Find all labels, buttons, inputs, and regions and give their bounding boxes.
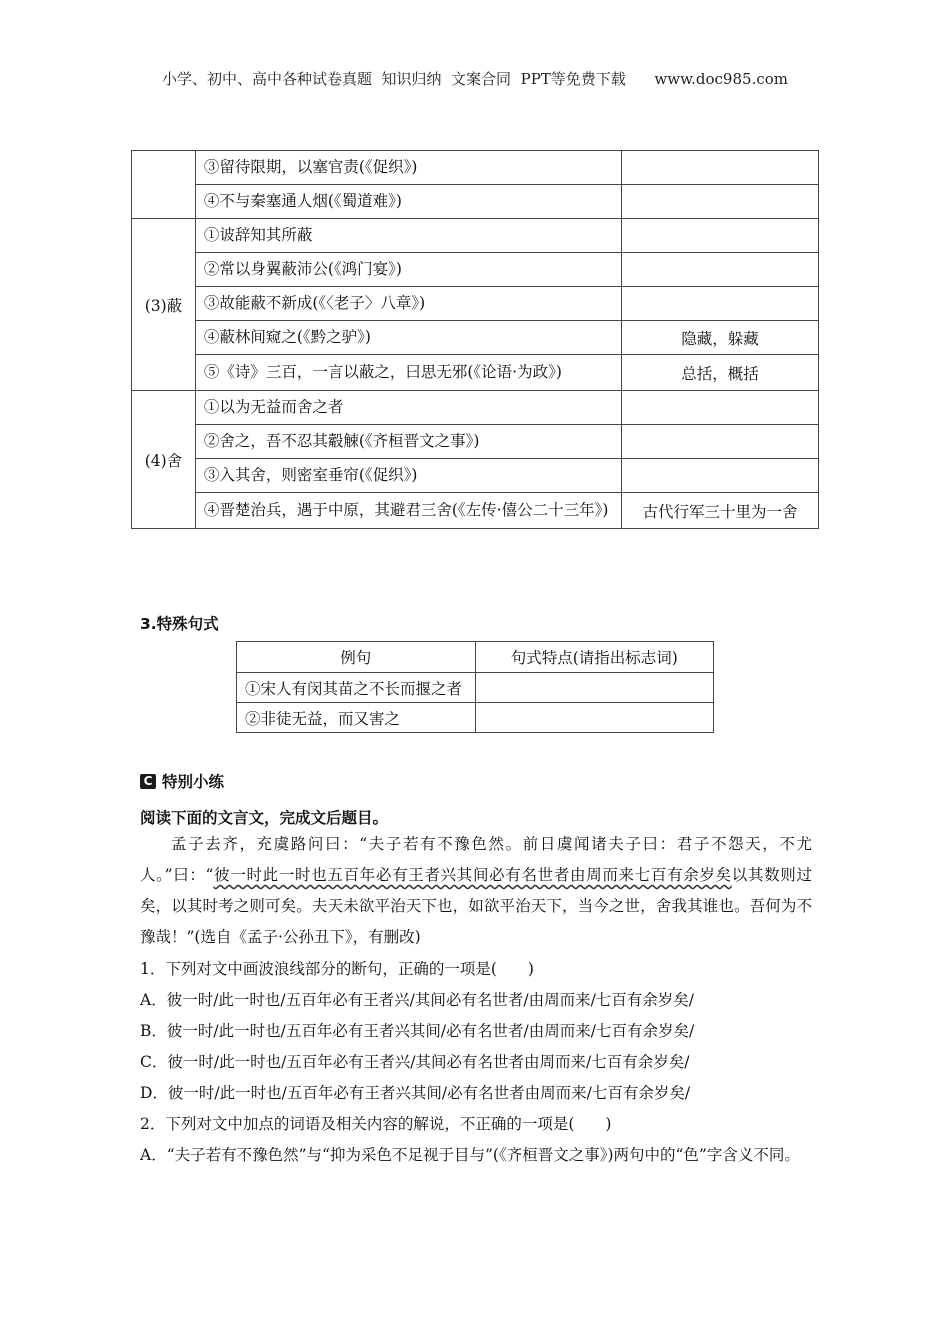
table-row bbox=[132, 321, 819, 355]
option-c: C．彼一时/此一时也/五百年必有王者兴/其间必有名世者由周而来/七百有余岁矣/ bbox=[140, 1053, 690, 1071]
feature-cell bbox=[475, 673, 714, 703]
question-1: 1．下列对文中画波浪线部分的断句，正确的一项是( ) bbox=[140, 960, 534, 978]
option-a: A．彼一时/此一时也/五百年必有王者兴/其间必有名世者/由周而来/七百有余岁矣/ bbox=[140, 991, 695, 1009]
example-cell: ④不与秦塞通人烟(《蜀道难》) bbox=[195, 185, 621, 219]
meaning-cell bbox=[622, 219, 819, 253]
meaning-cell: 古代行军三十里为一舍 bbox=[622, 493, 819, 529]
example-cell: ②常以身翼蔽沛公(《鸿门宴》) bbox=[195, 253, 621, 287]
exercise-title-text: 特别小练 bbox=[162, 773, 225, 791]
c-icon: C bbox=[140, 774, 156, 789]
table-row bbox=[132, 185, 819, 219]
table-row bbox=[132, 391, 819, 425]
meaning-cell bbox=[622, 151, 819, 185]
feature-cell bbox=[475, 703, 714, 733]
meaning-cell bbox=[622, 391, 819, 425]
passage-text: 以其数则过矣，以其时考之则可矣。夫天未欲平治天下也，如欲平治天下，当今之世，舍我其谁也。吾何为不豫哉！”(选自《孟子·公孙丑下》，有删改) bbox=[140, 866, 812, 946]
table-row bbox=[132, 219, 819, 253]
example-cell: ①宋人有闵其苗之不长而揠之者 bbox=[237, 673, 476, 703]
option-d: D．彼一时/此一时也/五百年必有王者兴其间/必有名世者由周而来/七百有余岁矣/ bbox=[140, 1084, 691, 1102]
example-cell: ④蔽林间窥之(《黔之驴》) bbox=[195, 321, 621, 355]
passage-text: 孟子去齐，充虞路问曰：“夫子若有不豫色然。前日虞闻诸夫子曰：君子不怨天，不尤人。”曰：“ bbox=[140, 835, 812, 884]
vocab-table bbox=[131, 150, 819, 529]
table-row bbox=[132, 355, 819, 391]
example-cell: ①以为无益而舍之者 bbox=[195, 391, 621, 425]
sentence-pattern-table bbox=[236, 641, 714, 733]
table-row bbox=[132, 151, 819, 185]
example-cell: ①诐辞知其所蔽 bbox=[195, 219, 621, 253]
wavy-underlined-text: 彼一时此一时也五百年必有王者兴其间必有名世者由周而来七百有余岁矣 bbox=[213, 866, 732, 884]
table-row bbox=[132, 493, 819, 529]
example-cell: ④晋楚治兵，遇于中原，其避君三舍(《左传·僖公二十三年》) bbox=[195, 493, 621, 529]
table-header-row bbox=[237, 642, 714, 673]
word-cell: (3)蔽 bbox=[132, 219, 196, 391]
meaning-cell bbox=[622, 459, 819, 493]
page-header: 小学、初中、高中各种试卷真题 知识归纳 文案合同 PPT等免费下载 www.doc985.com bbox=[161, 70, 788, 88]
table-row bbox=[132, 287, 819, 321]
meaning-cell bbox=[622, 185, 819, 219]
table-row bbox=[132, 425, 819, 459]
option-b: B．彼一时/此一时也/五百年必有王者兴其间/必有名世者/由周而来/七百有余岁矣/ bbox=[140, 1022, 695, 1040]
section-title: 3.特殊句式 bbox=[140, 615, 219, 633]
table-row bbox=[132, 253, 819, 287]
word-cell bbox=[132, 151, 196, 219]
table-row bbox=[132, 459, 819, 493]
meaning-cell: 总括，概括 bbox=[622, 355, 819, 391]
example-cell: ③故能蔽不新成(《〈老子〉八章》) bbox=[195, 287, 621, 321]
example-cell: ②舍之，吾不忍其觳觫(《齐桓晋文之事》) bbox=[195, 425, 621, 459]
example-cell: ③入其舍，则密室垂帘(《促织》) bbox=[195, 459, 621, 493]
table-row bbox=[237, 703, 714, 733]
exercise-title bbox=[140, 770, 224, 792]
question-2-option-a: A．“夫子若有不豫色然”与“抑为采色不足视于目与”(《齐桓晋文之事》)两句中的“色”字含义不同。 bbox=[140, 1146, 800, 1164]
example-cell: ⑤《诗》三百，一言以蔽之，曰思无邪(《论语·为政》) bbox=[195, 355, 621, 391]
instruction: 阅读下面的文言文，完成文后题目。 bbox=[140, 809, 389, 827]
meaning-cell bbox=[622, 253, 819, 287]
passage bbox=[140, 829, 812, 953]
example-cell: ②非徒无益，而又害之 bbox=[237, 703, 476, 733]
table-row bbox=[237, 673, 714, 703]
column-header: 例句 bbox=[237, 642, 476, 673]
word-cell: (4)舍 bbox=[132, 391, 196, 529]
meaning-cell: 隐藏，躲藏 bbox=[622, 321, 819, 355]
question-2: 2．下列对文中加点的词语及相关内容的解说，不正确的一项是( ) bbox=[140, 1115, 612, 1133]
meaning-cell bbox=[622, 287, 819, 321]
column-header: 句式特点(请指出标志词) bbox=[475, 642, 714, 673]
example-cell: ③留待限期，以塞官责(《促织》) bbox=[195, 151, 621, 185]
meaning-cell bbox=[622, 425, 819, 459]
